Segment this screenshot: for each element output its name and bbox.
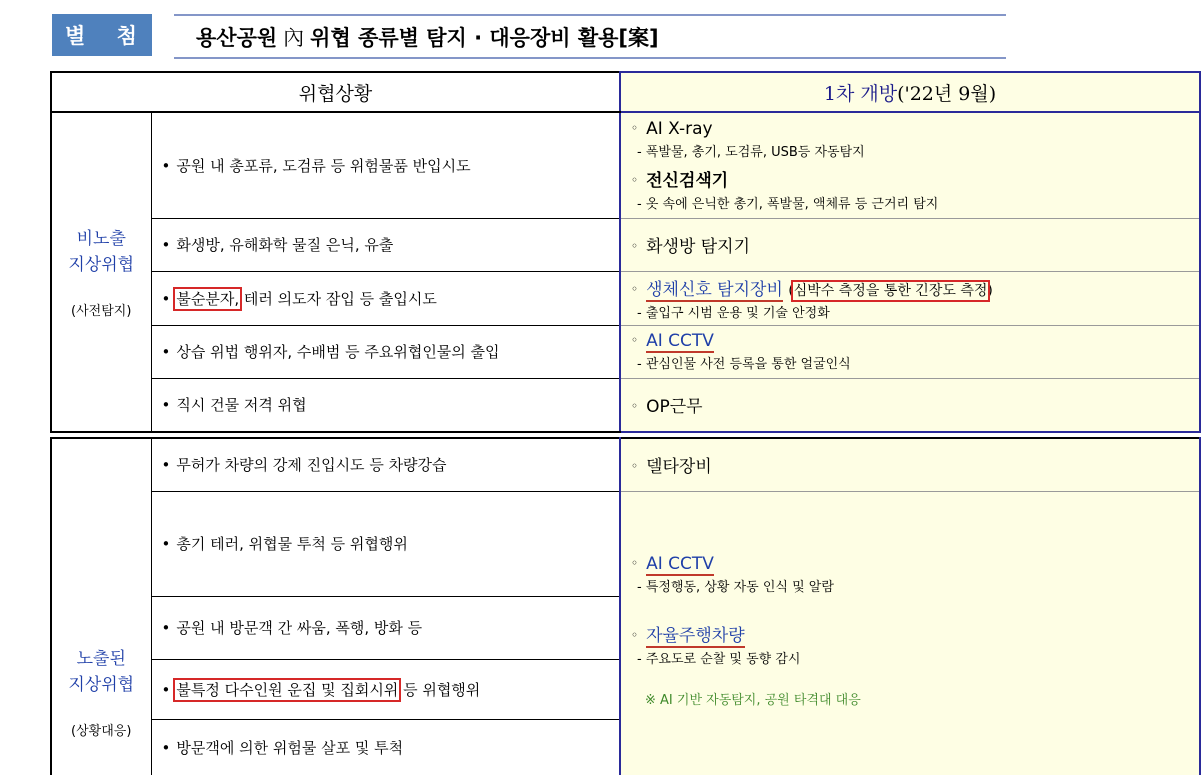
header-phase1 [620,72,1200,112]
equipment-ai-cctv: AI CCTV [646,331,714,351]
equipment-body-scanner: 전신검색기 [646,170,729,191]
attachment-badge: 별 첨 [52,14,152,56]
category-sub: (사전탐지) [71,303,132,319]
situation-row [151,112,620,218]
equipment-line [631,166,1199,191]
situation-text: 총기 테러, 위협물 투척 등 위협행위 [176,535,408,553]
equipment-cell [620,271,1200,325]
equipment-xray: AI X-ray [646,118,713,139]
category-name-line1: 노출된 [76,649,126,669]
equipment-ai-cctv: AI CCTV [646,553,714,574]
ring-bullet: ◦ [631,399,639,414]
situation-text: 등 위협행위 [398,680,481,699]
title-suffix: [案] [618,26,659,50]
ring-bullet: ◦ [631,459,639,474]
equipment-desc: - 옷 속에 은닉한 총기, 폭발물, 액체류 등 근거리 탐지 [637,196,939,212]
equipment-line [631,331,1199,351]
ring-bullet: ◦ [631,239,639,253]
situation-row [151,325,620,378]
ring-bullet: ◦ [631,282,639,296]
situation-row [151,596,620,659]
highlight-box: 불순분자, [176,289,240,308]
equipment-line [631,554,1199,574]
ring-bullet: ◦ [631,555,639,570]
ring-bullet: ◦ [631,120,639,135]
equipment-line [631,119,1199,139]
equipment-desc: - 폭발물, 총기, 도검류, USB등 자동탐지 [637,144,865,160]
header-phase-label: 1차 개방 [823,82,898,105]
equipment-desc: - 주요도로 순찰 및 동향 감시 [637,651,801,667]
highlight-box: 심박수 측정을 통한 긴장도 측정 [793,283,988,299]
bullet: • [161,396,171,415]
equipment-chem-detector: 화생방 탐지기 [646,237,751,257]
equipment-cell [620,218,1200,271]
equipment-cell [620,378,1200,432]
situation-text: 직시 건물 저격 위협 [176,396,307,415]
situation-row [151,659,620,719]
category-name-line2: 지상위협 [68,254,135,275]
ring-bullet: ◦ [631,172,639,187]
ring-bullet: ◦ [631,627,639,642]
highlight-box: 불특정 다수인원 운집 및 집회시위 [176,680,399,699]
equipment-desc: - 특정행동, 상황 자동 인식 및 알람 [637,579,834,595]
equipment-cell-merged [620,491,1200,775]
bullet: • [161,738,171,757]
situation-text: 무허가 차량의 강제 진입시도 등 차량강습 [176,456,447,475]
situation-text: 방문객에 의한 위험물 살포 및 투척 [176,738,404,757]
bullet: • [161,289,171,308]
equipment-line [631,275,1199,300]
equipment-op: OP근무 [646,397,703,418]
title-inner: 內 [283,26,305,50]
situation-text: 상습 위법 행위자, 수배범 등 주요위협인물의 출입 [176,343,500,361]
bullet: • [161,619,171,637]
situation-row [151,378,620,432]
situation-text: 공원 내 총포류, 도검류 등 위험물품 반입시도 [176,156,471,175]
header-threat-situation: 위협상황 [51,72,620,112]
bullet: • [161,156,171,175]
situation-row [151,491,620,596]
bullet: • [161,456,171,475]
bullet: • [161,680,171,699]
bullet: • [161,343,171,361]
equipment-cell [620,325,1200,378]
paren: ) [987,283,993,299]
title-rule-top [174,14,1006,16]
equipment-note: ※ AI 기반 자동탐지, 공원 타격대 대응 [645,692,861,708]
paren: ( [788,283,794,299]
bullet: • [161,236,171,254]
title-pre: 용산공원 [196,26,278,50]
situation-text: 공원 내 방문객 간 싸움, 폭행, 방화 등 [176,619,423,637]
title-main: 위협 종류별 탐지 · 대응장비 활용 [310,26,619,50]
equipment-cell [620,112,1200,218]
situation-row [151,438,620,491]
situation-text: 테러 의도자 잠입 등 출입시도 [239,289,437,308]
situation-row [151,271,620,325]
situation-row [151,719,620,775]
equipment-delta: 델타장비 [646,457,712,478]
equipment-desc: - 관심인물 사전 등록을 통한 얼굴인식 [637,357,851,372]
category-exposed [51,438,151,775]
category-unexposed [51,112,151,432]
equipment-autonomous-vehicle: 자율주행차량 [646,625,745,646]
header-phase-date: ('22년 9월) [897,82,997,105]
situation-text: 화생방, 유해화학 물질 은닉, 유출 [176,236,394,254]
category-name-line1: 비노출 [76,228,126,249]
ring-bullet: ◦ [631,333,639,347]
bullet: • [161,535,171,553]
equipment-line [631,621,1199,646]
threat-table-unexposed [50,71,1201,433]
equipment-cell [620,438,1200,491]
situation-row [151,218,620,271]
equipment-desc: - 출입구 시범 운용 및 기술 안정화 [637,306,830,321]
category-sub: (상황대응) [71,724,132,739]
threat-table-exposed [50,437,1201,775]
document-title [196,22,659,52]
category-name-line2: 지상위협 [68,675,135,695]
equipment-biosignal: 생체신호 탐지장비 [646,280,783,300]
title-rule-bottom [174,57,1006,59]
